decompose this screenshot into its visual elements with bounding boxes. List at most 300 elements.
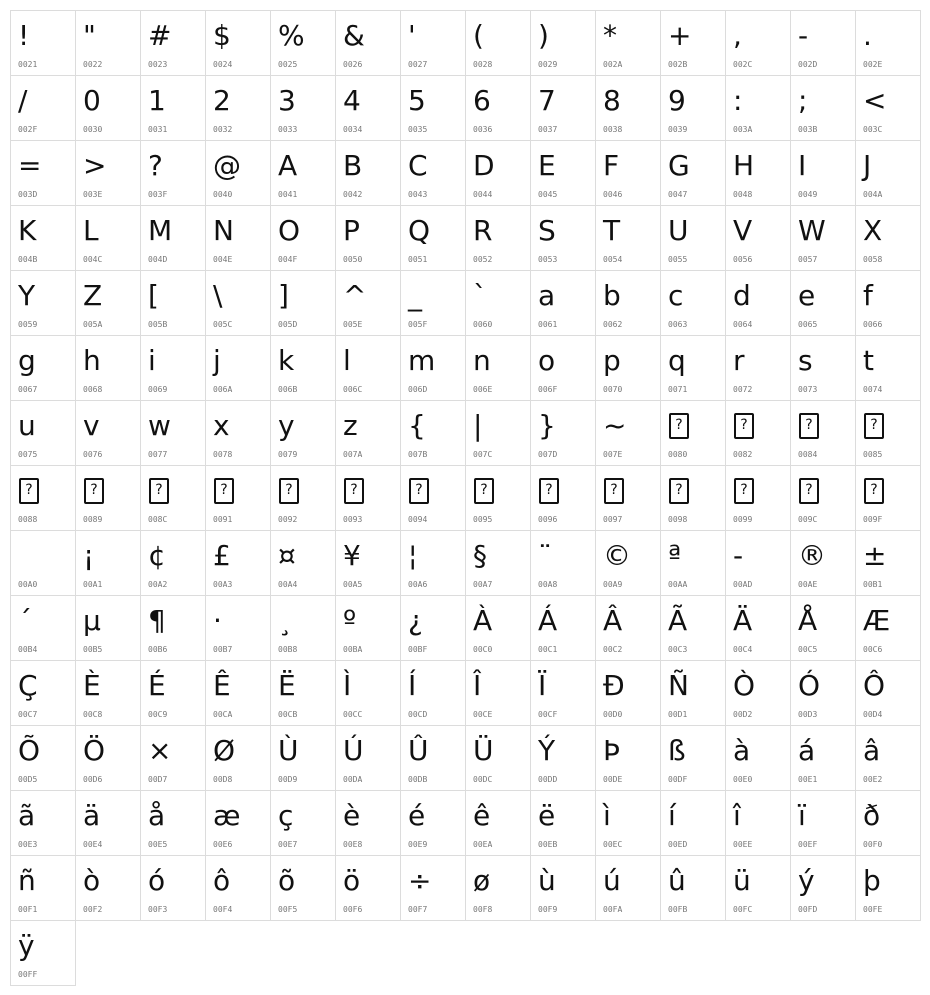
glyph-cell: [75, 270, 141, 336]
glyph-cell: [595, 465, 661, 531]
glyph-char: i: [148, 344, 156, 377]
glyph-codepoint: 00C1: [538, 645, 558, 654]
glyph-cell: [400, 205, 466, 271]
glyph-codepoint: 00A6: [408, 580, 428, 589]
glyph-cell: [595, 335, 661, 401]
glyph-codepoint: 004A: [863, 190, 883, 199]
glyph-char: ¦: [408, 539, 418, 572]
glyph-codepoint: 004B: [18, 255, 38, 264]
glyph-codepoint: 007B: [408, 450, 428, 459]
glyph-char: W: [798, 214, 826, 247]
glyph-char: Ç: [18, 669, 38, 702]
glyph-codepoint: 00AA: [668, 580, 688, 589]
glyph-codepoint: 004D: [148, 255, 168, 264]
glyph-cell: [725, 725, 791, 791]
glyph-codepoint: 004E: [213, 255, 233, 264]
glyph-char: ý: [798, 864, 815, 897]
glyph-codepoint: 0023: [148, 60, 168, 69]
glyph-codepoint: 00F2: [83, 905, 103, 914]
glyph-char: ÷: [408, 864, 432, 897]
glyph-codepoint: 00F8: [473, 905, 493, 914]
glyph-codepoint: 005A: [83, 320, 103, 329]
glyph-cell: [400, 335, 466, 401]
glyph-char: ú: [603, 864, 621, 897]
glyph-codepoint: 0050: [343, 255, 363, 264]
glyph-codepoint: 00F5: [278, 905, 298, 914]
glyph-codepoint: 0035: [408, 125, 428, 134]
glyph-codepoint: 00AE: [798, 580, 818, 589]
glyph-cell: [140, 75, 206, 141]
glyph-codepoint: 0089: [83, 515, 103, 524]
glyph-codepoint: 00B1: [863, 580, 883, 589]
glyph-char: n: [473, 344, 491, 377]
glyph-cell: [140, 465, 206, 531]
glyph-char: å: [148, 799, 166, 832]
glyph-cell: [465, 725, 531, 791]
glyph-char: À: [473, 604, 493, 637]
glyph-cell: [10, 660, 76, 726]
glyph-char: Ð: [603, 669, 625, 702]
glyph-codepoint: 0068: [83, 385, 103, 394]
glyph-codepoint: 00D6: [83, 775, 103, 784]
glyph-cell: [400, 725, 466, 791]
glyph-cell: [465, 270, 531, 336]
glyph-cell: [725, 140, 791, 206]
glyph-char: D: [473, 149, 495, 182]
glyph-codepoint: 00E2: [863, 775, 883, 784]
glyph-cell: [530, 75, 596, 141]
glyph-cell: [725, 790, 791, 856]
glyph-cell: [855, 140, 921, 206]
glyph-cell: [855, 10, 921, 76]
glyph-cell: [660, 530, 726, 596]
glyph-codepoint: 00A3: [213, 580, 233, 589]
glyph-cell: [140, 660, 206, 726]
glyph-char: Ñ: [668, 669, 689, 702]
glyph-cell: [10, 205, 76, 271]
glyph-cell: [75, 75, 141, 141]
glyph-char: a: [538, 279, 556, 312]
glyph-codepoint: 0053: [538, 255, 558, 264]
glyph-codepoint: 0052: [473, 255, 493, 264]
glyph-cell: [790, 10, 856, 76]
glyph-codepoint: 0036: [473, 125, 493, 134]
glyph-cell: [790, 205, 856, 271]
glyph-codepoint: 00DF: [668, 775, 688, 784]
glyph-cell: [10, 595, 76, 661]
missing-glyph-box: ?: [409, 478, 429, 504]
glyph-codepoint: 003F: [148, 190, 168, 199]
glyph-char: 2: [213, 84, 231, 117]
missing-glyph-box: ?: [864, 478, 884, 504]
glyph-cell: [10, 790, 76, 856]
glyph-codepoint: 003D: [18, 190, 38, 199]
glyph-codepoint: 0057: [798, 255, 818, 264]
glyph-codepoint: 00D9: [278, 775, 298, 784]
glyph-char: 6: [473, 84, 491, 117]
glyph-cell: [270, 335, 336, 401]
glyph-char: Æ: [863, 604, 891, 637]
glyph-char: ô: [213, 864, 231, 897]
glyph-char: /: [18, 84, 28, 117]
glyph-cell: [335, 595, 401, 661]
glyph-cell: [335, 725, 401, 791]
glyph-codepoint: 00D2: [733, 710, 753, 719]
glyph-char: Ã: [668, 604, 688, 637]
glyph-char: ±: [863, 539, 887, 572]
glyph-char: ]: [278, 279, 289, 312]
glyph-char: 8: [603, 84, 621, 117]
glyph-codepoint: 00B7: [213, 645, 233, 654]
glyph-cell: [530, 855, 596, 921]
glyph-char: ÿ: [18, 929, 35, 962]
glyph-codepoint: 00C9: [148, 710, 168, 719]
glyph-char: g: [18, 344, 36, 377]
glyph-char: è: [343, 799, 361, 832]
glyph-codepoint: 00D0: [603, 710, 623, 719]
glyph-cell: [400, 465, 466, 531]
glyph-codepoint: 0093: [343, 515, 363, 524]
glyph-cell: [465, 75, 531, 141]
glyph-codepoint: 00A5: [343, 580, 363, 589]
glyph-codepoint: 00A0: [18, 580, 38, 589]
glyph-char: ,: [733, 19, 742, 52]
glyph-char: F: [603, 149, 620, 182]
glyph-cell: [75, 530, 141, 596]
glyph-char: |: [473, 409, 483, 442]
glyph-char: Ä: [733, 604, 753, 637]
glyph-codepoint: 00EF: [798, 840, 818, 849]
glyph-cell: [595, 855, 661, 921]
glyph-cell: [790, 595, 856, 661]
glyph-char: ^: [343, 279, 367, 312]
glyph-cell: [205, 270, 271, 336]
glyph-char: M: [148, 214, 173, 247]
glyph-codepoint: 00A8: [538, 580, 558, 589]
glyph-char: Í: [408, 669, 417, 702]
glyph-cell: [140, 10, 206, 76]
glyph-cell: [335, 270, 401, 336]
glyph-codepoint: 006E: [473, 385, 493, 394]
glyph-char: æ: [213, 799, 241, 832]
glyph-codepoint: 00C8: [83, 710, 103, 719]
glyph-codepoint: 00F6: [343, 905, 363, 914]
glyph-codepoint: 0025: [278, 60, 298, 69]
glyph-cell: [400, 400, 466, 466]
glyph-cell: [335, 465, 401, 531]
glyph-codepoint: 00D5: [18, 775, 38, 784]
glyph-cell: [855, 270, 921, 336]
glyph-char: R: [473, 214, 493, 247]
glyph-char: Ò: [733, 669, 756, 702]
glyph-char: o: [538, 344, 556, 377]
glyph-cell: [270, 205, 336, 271]
glyph-codepoint: 00B5: [83, 645, 103, 654]
glyph-char: ": [83, 19, 96, 52]
glyph-codepoint: 007A: [343, 450, 363, 459]
glyph-cell: [790, 335, 856, 401]
glyph-cell: [205, 205, 271, 271]
glyph-codepoint: 00C0: [473, 645, 493, 654]
glyph-codepoint: 007E: [603, 450, 623, 459]
glyph-codepoint: 0059: [18, 320, 38, 329]
glyph-codepoint: 00A4: [278, 580, 298, 589]
glyph-cell: [530, 335, 596, 401]
glyph-cell: [855, 855, 921, 921]
glyph-codepoint: 0078: [213, 450, 233, 459]
glyph-codepoint: 0096: [538, 515, 558, 524]
glyph-codepoint: 00F7: [408, 905, 428, 914]
glyph-char: É: [148, 669, 166, 702]
glyph-char: ð: [863, 799, 881, 832]
glyph-codepoint: 0040: [213, 190, 233, 199]
glyph-cell: [790, 400, 856, 466]
glyph-codepoint: 00C2: [603, 645, 623, 654]
glyph-cell: [725, 400, 791, 466]
glyph-cell: [855, 790, 921, 856]
glyph-codepoint: 0048: [733, 190, 753, 199]
glyph-char: Ô: [863, 669, 886, 702]
glyph-codepoint: 00D8: [213, 775, 233, 784]
glyph-char: ó: [148, 864, 166, 897]
glyph-codepoint: 0063: [668, 320, 688, 329]
glyph-char: Ù: [278, 734, 299, 767]
glyph-cell: [205, 335, 271, 401]
glyph-char: Ó: [798, 669, 821, 702]
glyph-cell: [140, 335, 206, 401]
glyph-cell: [660, 660, 726, 726]
glyph-cell: [270, 790, 336, 856]
glyph-char: z: [343, 409, 358, 442]
glyph-codepoint: 0092: [278, 515, 298, 524]
missing-glyph-box: ?: [149, 478, 169, 504]
glyph-char: Ø: [213, 734, 236, 767]
glyph-cell: [335, 530, 401, 596]
glyph-codepoint: 0024: [213, 60, 233, 69]
glyph-codepoint: 0094: [408, 515, 428, 524]
glyph-char: ä: [83, 799, 101, 832]
glyph-char: s: [798, 344, 813, 377]
glyph-char: <: [863, 84, 887, 117]
glyph-char: 9: [668, 84, 686, 117]
glyph-char: ø: [473, 864, 491, 897]
missing-glyph-box: ?: [214, 478, 234, 504]
glyph-cell: [855, 725, 921, 791]
glyph-cell: [725, 270, 791, 336]
glyph-codepoint: 00E6: [213, 840, 233, 849]
glyph-cell: [465, 400, 531, 466]
glyph-cell: [270, 660, 336, 726]
glyph-codepoint: 0039: [668, 125, 688, 134]
glyph-char: ¤: [278, 539, 296, 572]
glyph-cell: [530, 790, 596, 856]
glyph-codepoint: 00B4: [18, 645, 38, 654]
glyph-char: Ê: [213, 669, 231, 702]
glyph-char: Q: [408, 214, 431, 247]
glyph-codepoint: 005E: [343, 320, 363, 329]
glyph-char: 5: [408, 84, 426, 117]
glyph-codepoint: 007C: [473, 450, 493, 459]
glyph-char: ×: [148, 734, 172, 767]
glyph-codepoint: 00F0: [863, 840, 883, 849]
glyph-char: Ú: [343, 734, 364, 767]
glyph-cell: [595, 205, 661, 271]
glyph-cell: [660, 205, 726, 271]
glyph-cell: [530, 140, 596, 206]
glyph-char: ã: [18, 799, 36, 832]
glyph-cell: [595, 530, 661, 596]
glyph-cell: [140, 595, 206, 661]
glyph-cell: [465, 140, 531, 206]
glyph-codepoint: 0022: [83, 60, 103, 69]
glyph-cell: [530, 725, 596, 791]
glyph-codepoint: 0077: [148, 450, 168, 459]
glyph-char: ë: [538, 799, 556, 832]
glyph-char: é: [408, 799, 426, 832]
glyph-cell: [400, 10, 466, 76]
glyph-codepoint: 0062: [603, 320, 623, 329]
glyph-codepoint: 002C: [733, 60, 753, 69]
glyph-cell: [660, 400, 726, 466]
glyph-char: Á: [538, 604, 558, 637]
glyph-char: Z: [83, 279, 103, 312]
glyph-cell: [465, 205, 531, 271]
glyph-char: í: [668, 799, 676, 832]
glyph-cell: [270, 75, 336, 141]
glyph-cell: [205, 140, 271, 206]
missing-glyph-box: ?: [344, 478, 364, 504]
glyph-cell: [335, 660, 401, 726]
glyph-cell: [660, 270, 726, 336]
glyph-codepoint: 00C7: [18, 710, 38, 719]
glyph-cell: [660, 725, 726, 791]
glyph-cell: [595, 595, 661, 661]
glyph-cell: [10, 75, 76, 141]
glyph-char: Ö: [83, 734, 106, 767]
glyph-cell: [725, 465, 791, 531]
glyph-char: y: [278, 409, 295, 442]
glyph-cell: [205, 465, 271, 531]
glyph-cell: [10, 400, 76, 466]
glyph-codepoint: 0041: [278, 190, 298, 199]
glyph-cell: [660, 595, 726, 661]
glyph-char: P: [343, 214, 360, 247]
glyph-char: m: [408, 344, 436, 377]
glyph-codepoint: 006C: [343, 385, 363, 394]
glyph-cell: [75, 855, 141, 921]
glyph-cell: [595, 660, 661, 726]
glyph-char: ò: [83, 864, 101, 897]
glyph-codepoint: 0021: [18, 60, 38, 69]
glyph-char: Õ: [18, 734, 41, 767]
glyph-char: -: [798, 19, 809, 52]
glyph-char: 7: [538, 84, 556, 117]
glyph-codepoint: 00E4: [83, 840, 103, 849]
glyph-char: ®: [798, 539, 826, 572]
glyph-cell: [75, 140, 141, 206]
glyph-codepoint: 005F: [408, 320, 428, 329]
glyph-cell: [140, 205, 206, 271]
glyph-codepoint: 0091: [213, 515, 233, 524]
glyph-codepoint: 00FA: [603, 905, 623, 914]
glyph-codepoint: 00FF: [18, 970, 38, 979]
glyph-codepoint: 0033: [278, 125, 298, 134]
glyph-cell: [400, 595, 466, 661]
glyph-char: 4: [343, 84, 361, 117]
glyph-codepoint: 0044: [473, 190, 493, 199]
glyph-cell: [75, 335, 141, 401]
glyph-codepoint: 006B: [278, 385, 298, 394]
glyph-codepoint: 00E5: [148, 840, 168, 849]
glyph-codepoint: 0064: [733, 320, 753, 329]
glyph-codepoint: 00FD: [798, 905, 818, 914]
glyph-cell: [270, 270, 336, 336]
glyph-cell: [855, 205, 921, 271]
glyph-codepoint: 00A7: [473, 580, 493, 589]
glyph-codepoint: 0049: [798, 190, 818, 199]
glyph-cell: [790, 75, 856, 141]
glyph-cell: [140, 530, 206, 596]
glyph-cell: [660, 465, 726, 531]
glyph-codepoint: 0095: [473, 515, 493, 524]
glyph-char: \: [213, 279, 223, 312]
glyph-char: £: [213, 539, 231, 572]
glyph-codepoint: 00C6: [863, 645, 883, 654]
glyph-codepoint: 00ED: [668, 840, 688, 849]
glyph-codepoint: 00D3: [798, 710, 818, 719]
glyph-codepoint: 0047: [668, 190, 688, 199]
glyph-cell: [10, 465, 76, 531]
glyph-codepoint: 0080: [668, 450, 688, 459]
glyph-codepoint: 003C: [863, 125, 883, 134]
glyph-cell: [205, 75, 271, 141]
glyph-char: A: [278, 149, 298, 182]
glyph-char: Þ: [603, 734, 620, 767]
glyph-cell: [10, 530, 76, 596]
glyph-char: E: [538, 149, 556, 182]
glyph-codepoint: 00EB: [538, 840, 558, 849]
glyph-cell: [660, 790, 726, 856]
glyph-codepoint: 00DA: [343, 775, 363, 784]
glyph-cell: [75, 205, 141, 271]
glyph-codepoint: 003E: [83, 190, 103, 199]
glyph-codepoint: 00EA: [473, 840, 493, 849]
glyph-codepoint: 00FB: [668, 905, 688, 914]
missing-glyph-box: ?: [864, 413, 884, 439]
glyph-char: %: [278, 19, 305, 52]
glyph-cell: [855, 660, 921, 726]
glyph-cell: [270, 140, 336, 206]
glyph-cell: [400, 75, 466, 141]
glyph-cell: [205, 400, 271, 466]
glyph-char: â: [863, 734, 881, 767]
glyph-cell: [10, 335, 76, 401]
glyph-cell: [855, 530, 921, 596]
glyph-cell: [270, 400, 336, 466]
glyph-codepoint: 00E0: [733, 775, 753, 784]
glyph-codepoint: 0051: [408, 255, 428, 264]
missing-glyph-box: ?: [279, 478, 299, 504]
glyph-char: k: [278, 344, 295, 377]
glyph-codepoint: 0055: [668, 255, 688, 264]
glyph-codepoint: 0066: [863, 320, 883, 329]
glyph-char: ¥: [343, 539, 361, 572]
glyph-cell: [465, 595, 531, 661]
glyph-char: Û: [408, 734, 429, 767]
glyph-codepoint: 0098: [668, 515, 688, 524]
glyph-char: ¡: [83, 539, 95, 572]
glyph-codepoint: 0037: [538, 125, 558, 134]
